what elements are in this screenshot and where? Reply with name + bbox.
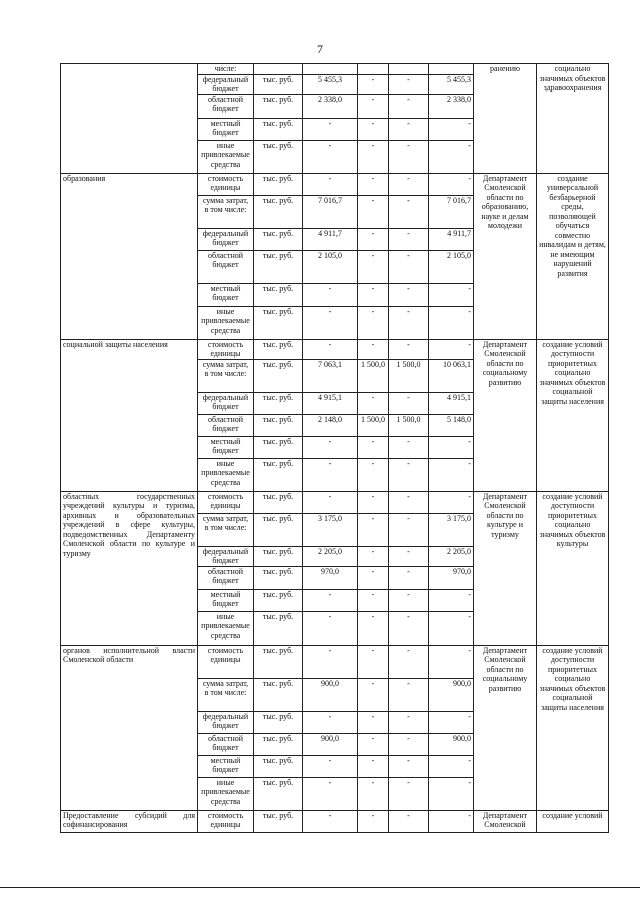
indicator-cell: областной бюджет (198, 733, 254, 755)
measure-name-cell: областных государственных учреждений культуры и туризма, архивных и образовательных учреждений в сфере культуры, подведомственных Департаменту Смоленской области по культуре и туризму (61, 491, 198, 645)
total-cell: - (429, 339, 474, 359)
amount-cell: - (358, 140, 389, 173)
unit-cell: тыс. руб. (254, 611, 303, 645)
amount-cell: - (303, 173, 358, 195)
amount-cell (303, 64, 358, 75)
measure-name-cell (61, 64, 198, 174)
program-table (60, 63, 609, 833)
page-number: 7 (317, 42, 323, 56)
unit-cell: тыс. руб. (254, 283, 303, 306)
amount-cell: - (389, 491, 429, 513)
amount-cell: - (389, 711, 429, 733)
amount-cell: - (358, 645, 389, 678)
amount-cell: 900,0 (303, 678, 358, 711)
amount-cell: - (358, 118, 389, 140)
total-cell: - (429, 118, 474, 140)
total-cell: 2 338,0 (429, 94, 474, 118)
amount-cell: 1 500,0 (358, 359, 389, 392)
table-row (61, 339, 609, 359)
unit-cell: тыс. руб. (254, 228, 303, 250)
total-cell: 900,0 (429, 733, 474, 755)
table-row (61, 491, 609, 513)
indicator-cell: стоимость единицы (198, 173, 254, 195)
amount-cell: - (303, 140, 358, 173)
total-cell: 7 016,7 (429, 195, 474, 228)
unit-cell: тыс. руб. (254, 513, 303, 546)
indicator-cell: иные привлекаемые средства (198, 777, 254, 810)
amount-cell: - (303, 645, 358, 678)
indicator-cell: числе: (198, 64, 254, 75)
amount-cell: - (389, 513, 429, 546)
indicator-cell: федеральный бюджет (198, 74, 254, 94)
indicator-cell: стоимость единицы (198, 645, 254, 678)
indicator-cell: иные привлекаемые средства (198, 458, 254, 491)
total-cell: 5 455,3 (429, 74, 474, 94)
total-cell: 2 205,0 (429, 546, 474, 566)
amount-cell: - (389, 339, 429, 359)
unit-cell: тыс. руб. (254, 491, 303, 513)
amount-cell: - (358, 339, 389, 359)
unit-cell: тыс. руб. (254, 810, 303, 832)
indicator-cell: иные привлекаемые средства (198, 306, 254, 339)
executor-cell: Департамент Смоленской области по социальному развитию (474, 645, 537, 810)
unit-cell: тыс. руб. (254, 250, 303, 283)
total-cell (429, 64, 474, 75)
amount-cell: - (389, 140, 429, 173)
amount-cell: - (358, 491, 389, 513)
total-cell: - (429, 306, 474, 339)
indicator-cell: местный бюджет (198, 755, 254, 777)
amount-cell: - (358, 392, 389, 414)
total-cell: - (429, 777, 474, 810)
unit-cell: тыс. руб. (254, 589, 303, 611)
indicator-cell: федеральный бюджет (198, 228, 254, 250)
amount-cell: 4 911,7 (303, 228, 358, 250)
total-cell: 10 063,1 (429, 359, 474, 392)
amount-cell: - (303, 283, 358, 306)
amount-cell: - (358, 678, 389, 711)
amount-cell: - (389, 436, 429, 458)
indicator-cell: иные привлекаемые средства (198, 611, 254, 645)
amount-cell: - (358, 283, 389, 306)
total-cell: 900,0 (429, 678, 474, 711)
amount-cell: - (303, 118, 358, 140)
amount-cell: - (358, 195, 389, 228)
indicator-cell: областной бюджет (198, 566, 254, 589)
unit-cell: тыс. руб. (254, 94, 303, 118)
unit-cell: тыс. руб. (254, 118, 303, 140)
indicator-cell: местный бюджет (198, 436, 254, 458)
total-cell: - (429, 140, 474, 173)
total-cell: - (429, 810, 474, 832)
unit-cell: тыс. руб. (254, 755, 303, 777)
unit-cell: тыс. руб. (254, 546, 303, 566)
unit-cell: тыс. руб. (254, 339, 303, 359)
total-cell: - (429, 436, 474, 458)
total-cell: - (429, 645, 474, 678)
amount-cell: - (358, 228, 389, 250)
unit-cell: тыс. руб. (254, 414, 303, 436)
unit-cell: тыс. руб. (254, 678, 303, 711)
amount-cell: 1 500,0 (358, 414, 389, 436)
amount-cell: - (389, 250, 429, 283)
amount-cell: - (389, 228, 429, 250)
amount-cell: - (303, 491, 358, 513)
amount-cell: - (303, 436, 358, 458)
footer-rule (0, 887, 640, 888)
amount-cell: - (358, 546, 389, 566)
measure-name-cell: образования (61, 173, 198, 339)
total-cell: 5 148,0 (429, 414, 474, 436)
amount-cell: - (358, 306, 389, 339)
total-cell: - (429, 491, 474, 513)
total-cell: - (429, 755, 474, 777)
amount-cell: - (358, 611, 389, 645)
amount-cell: - (303, 755, 358, 777)
indicator-cell: местный бюджет (198, 118, 254, 140)
amount-cell: 2 338,0 (303, 94, 358, 118)
amount-cell (389, 64, 429, 75)
unit-cell: тыс. руб. (254, 195, 303, 228)
amount-cell: - (389, 283, 429, 306)
amount-cell: - (389, 118, 429, 140)
amount-cell: 7 016,7 (303, 195, 358, 228)
indicator-cell: федеральный бюджет (198, 546, 254, 566)
unit-cell: тыс. руб. (254, 392, 303, 414)
total-cell: 2 105,0 (429, 250, 474, 283)
amount-cell: - (389, 777, 429, 810)
amount-cell: - (389, 392, 429, 414)
amount-cell: - (358, 250, 389, 283)
amount-cell: - (389, 678, 429, 711)
unit-cell: тыс. руб. (254, 436, 303, 458)
indicator-cell: местный бюджет (198, 283, 254, 306)
unit-cell: тыс. руб. (254, 645, 303, 678)
amount-cell: - (389, 733, 429, 755)
amount-cell: - (303, 611, 358, 645)
amount-cell: 2 205,0 (303, 546, 358, 566)
table-row (61, 64, 609, 75)
measure-name-cell: социальной защиты населения (61, 339, 198, 491)
amount-cell: - (303, 711, 358, 733)
indicator-cell: сумма затрат, в том числе: (198, 678, 254, 711)
result-cell: создание условий доступности приоритетных социально значимых объектов культуры (537, 491, 609, 645)
amount-cell: 7 063,1 (303, 359, 358, 392)
amount-cell: - (389, 566, 429, 589)
measure-name-cell: Предоставление субсидий для софинансирования (61, 810, 198, 832)
indicator-cell: местный бюджет (198, 589, 254, 611)
amount-cell: - (389, 94, 429, 118)
amount-cell: - (389, 74, 429, 94)
amount-cell: - (389, 645, 429, 678)
amount-cell: 900,0 (303, 733, 358, 755)
executor-cell: Департамент Смоленской области по социальному развитию (474, 339, 537, 491)
unit-cell: тыс. руб. (254, 458, 303, 491)
amount-cell: - (303, 810, 358, 832)
amount-cell: - (358, 94, 389, 118)
total-cell: 970,0 (429, 566, 474, 589)
amount-cell: - (389, 755, 429, 777)
amount-cell: - (303, 339, 358, 359)
indicator-cell: областной бюджет (198, 414, 254, 436)
amount-cell: 5 455,3 (303, 74, 358, 94)
amount-cell: - (358, 566, 389, 589)
indicator-cell: сумма затрат, в том числе: (198, 195, 254, 228)
total-cell: - (429, 711, 474, 733)
unit-cell: тыс. руб. (254, 306, 303, 339)
amount-cell: - (358, 733, 389, 755)
result-cell: создание универсальной безбарьерной среды, позволяющей обучаться совместно инвалидам и детям, не имеющим нарушений развития (537, 173, 609, 339)
amount-cell: - (389, 195, 429, 228)
executor-cell: ранению (474, 64, 537, 174)
amount-cell: - (389, 810, 429, 832)
amount-cell: - (303, 777, 358, 810)
amount-cell: 3 175,0 (303, 513, 358, 546)
unit-cell: тыс. руб. (254, 359, 303, 392)
total-cell: - (429, 611, 474, 645)
amount-cell: - (389, 589, 429, 611)
indicator-cell: федеральный бюджет (198, 711, 254, 733)
unit-cell: тыс. руб. (254, 173, 303, 195)
unit-cell: тыс. руб. (254, 566, 303, 589)
result-cell: создание условий доступности приоритетных социально значимых объектов социальной защиты населения (537, 645, 609, 810)
amount-cell: - (389, 458, 429, 491)
total-cell: 3 175,0 (429, 513, 474, 546)
total-cell: - (429, 173, 474, 195)
amount-cell: - (389, 306, 429, 339)
indicator-cell: стоимость единицы (198, 339, 254, 359)
amount-cell: 1 500,0 (389, 414, 429, 436)
indicator-cell: стоимость единицы (198, 810, 254, 832)
amount-cell: - (303, 458, 358, 491)
executor-cell: Департамент Смоленской области по образованию, науке и делам молодежи (474, 173, 537, 339)
table-row (61, 810, 609, 832)
indicator-cell: иные привлекаемые средства (198, 140, 254, 173)
indicator-cell: сумма затрат, в том числе: (198, 359, 254, 392)
amount-cell: - (358, 458, 389, 491)
indicator-cell: сумма затрат, в том числе: (198, 513, 254, 546)
indicator-cell: областной бюджет (198, 94, 254, 118)
total-cell: - (429, 589, 474, 611)
unit-cell: тыс. руб. (254, 74, 303, 94)
unit-cell: тыс. руб. (254, 711, 303, 733)
amount-cell: - (358, 589, 389, 611)
unit-cell (254, 64, 303, 75)
amount-cell: - (303, 306, 358, 339)
table-row (61, 645, 609, 678)
amount-cell: - (358, 436, 389, 458)
executor-cell: Департамент Смоленской (474, 810, 537, 832)
total-cell: 4 911,7 (429, 228, 474, 250)
result-cell: создание условий (537, 810, 609, 832)
amount-cell: - (358, 513, 389, 546)
amount-cell: - (358, 755, 389, 777)
amount-cell: - (303, 589, 358, 611)
amount-cell: - (358, 173, 389, 195)
table-body (61, 64, 609, 833)
result-cell: создание условий доступности приоритетных социально значимых объектов социальной защиты населения (537, 339, 609, 491)
indicator-cell: стоимость единицы (198, 491, 254, 513)
amount-cell: 4 915,1 (303, 392, 358, 414)
total-cell: - (429, 458, 474, 491)
amount-cell: - (358, 777, 389, 810)
table-row (61, 173, 609, 195)
amount-cell: - (358, 810, 389, 832)
amount-cell: 2 148,0 (303, 414, 358, 436)
result-cell: социально значимых объектов здравоохранения (537, 64, 609, 174)
amount-cell: 2 105,0 (303, 250, 358, 283)
amount-cell: - (358, 74, 389, 94)
total-cell: 4 915,1 (429, 392, 474, 414)
amount-cell: - (389, 546, 429, 566)
unit-cell: тыс. руб. (254, 777, 303, 810)
amount-cell: - (389, 611, 429, 645)
amount-cell: - (389, 173, 429, 195)
amount-cell: 970,0 (303, 566, 358, 589)
indicator-cell: федеральный бюджет (198, 392, 254, 414)
unit-cell: тыс. руб. (254, 733, 303, 755)
unit-cell: тыс. руб. (254, 140, 303, 173)
total-cell: - (429, 283, 474, 306)
amount-cell: - (358, 711, 389, 733)
indicator-cell: областной бюджет (198, 250, 254, 283)
amount-cell: 1 500,0 (389, 359, 429, 392)
executor-cell: Департамент Смоленской области по культуре и туризму (474, 491, 537, 645)
measure-name-cell: органов исполнительной власти Смоленской области (61, 645, 198, 810)
amount-cell (358, 64, 389, 75)
